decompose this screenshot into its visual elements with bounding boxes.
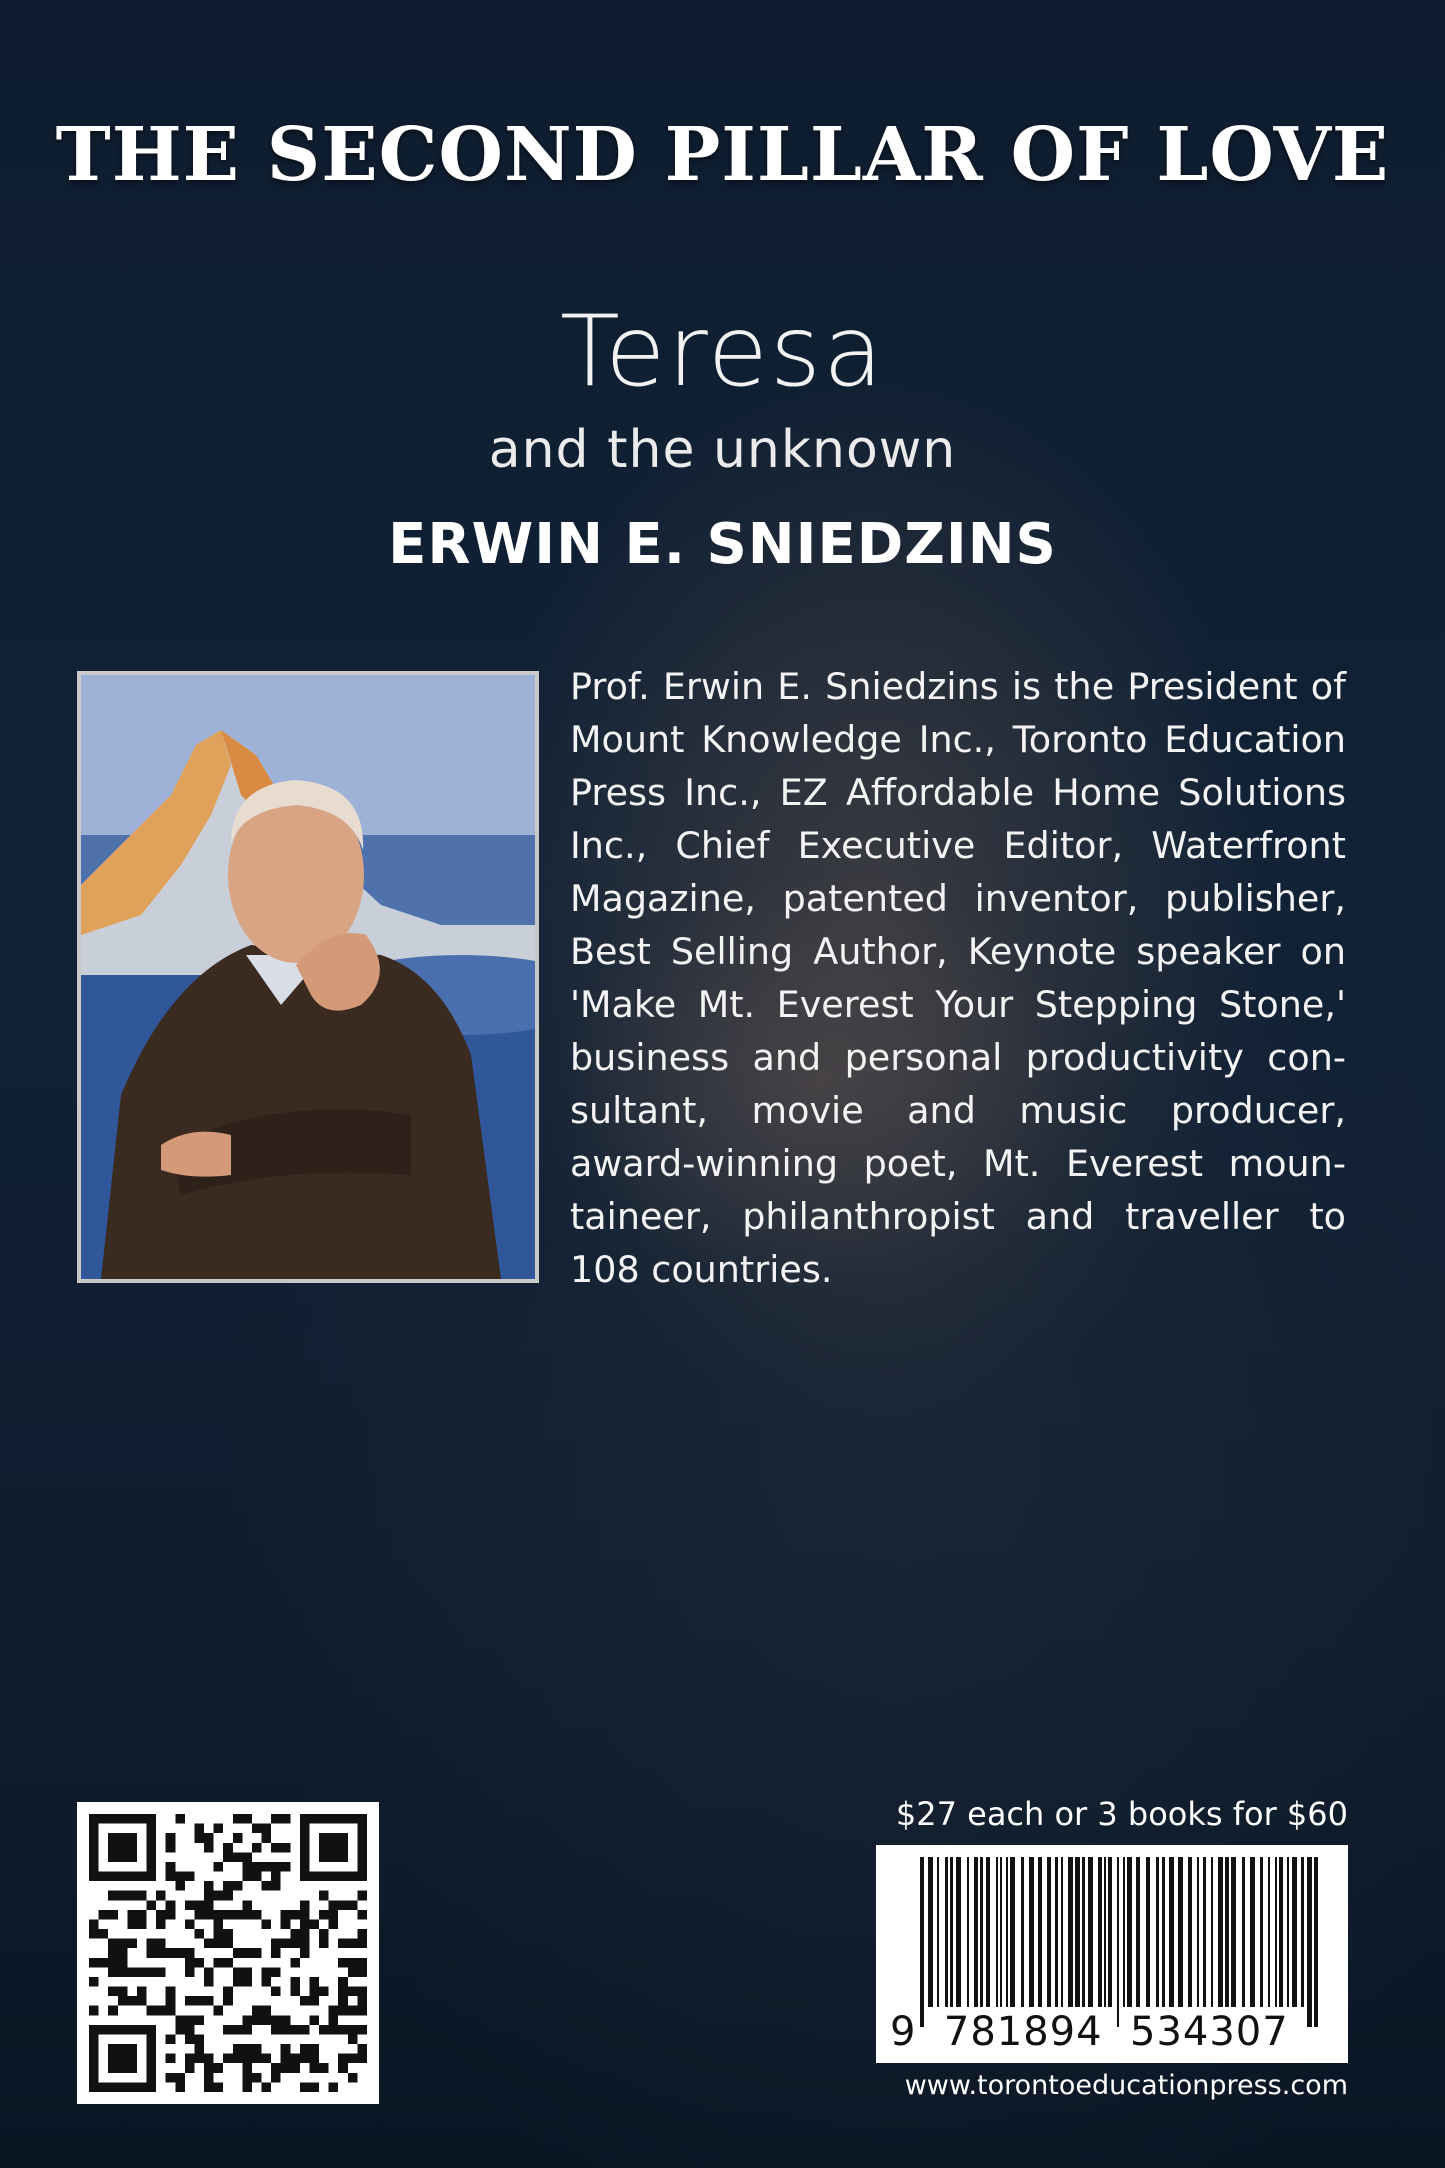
book-title: Teresa	[559, 295, 886, 409]
qr-code[interactable]	[77, 1802, 379, 2104]
isbn-barcode	[876, 1845, 1348, 2063]
author-name: ERWIN E. SNIEDZINS	[388, 512, 1057, 577]
website-link[interactable]: www.torontoeducationpress.com	[904, 2070, 1348, 2101]
book-subtitle: and the unknown	[488, 420, 957, 480]
price-text: $27 each or 3 books for $60	[895, 1795, 1348, 1833]
series-title: THE SECOND PILLAR OF LOVE	[55, 112, 1390, 198]
author-photo	[77, 671, 539, 1283]
barcode-bars	[920, 1857, 1318, 2027]
author-portrait-icon	[81, 675, 535, 1279]
isbn-digits: 9 781894 534307	[890, 2009, 1289, 2055]
qr-code-icon	[89, 1814, 367, 2092]
qr-modules	[89, 1814, 367, 2092]
author-bio: Prof. Erwin E. Sniedzins is the President of Mount Knowledge Inc., Toronto Education Press Inc., EZ Affordable Home Solutions Inc., Chief Executive Editor, Waterfront Magazine, patented inventor, publisher, Best Selling Author, Keynote speaker on 'Make Mt. Everest Your Stepping Stone,' business and personal productivity consultant, movie and music producer, award-winning poet, Mt. Everest mountaineer, philanthropist and traveller to 108 countries.	[570, 665, 1346, 1291]
